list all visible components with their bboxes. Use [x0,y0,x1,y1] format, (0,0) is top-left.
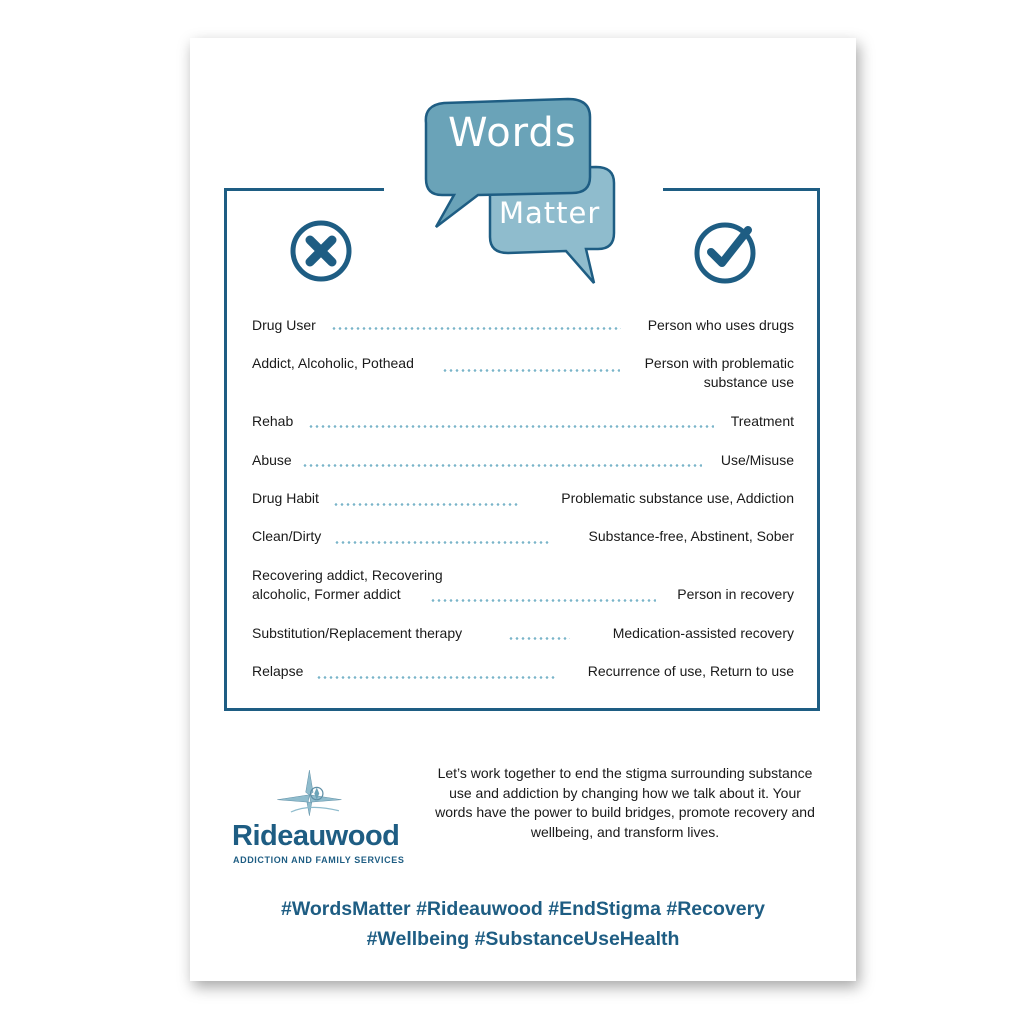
term-row [252,354,794,394]
term-avoid: Relapse [252,663,304,679]
dotted-leader [333,503,519,506]
call-to-action-message: Let’s work together to end the stigma surrounding substance use and addiction by changing how we talk about it. Your words have the power to build bridges, promote recovery and wellbeing, and transform lives. [435,765,815,840]
term-avoid: Abuse [252,452,292,468]
term-avoid-line2: alcoholic, Former addict [252,586,401,602]
term-avoid-line1: Recovering addict, Recovering [252,567,443,583]
dotted-leader [508,637,570,640]
dotted-leader [331,327,621,330]
dotted-leader [430,599,656,602]
dotted-leader [334,541,550,544]
frame-top-right-line [663,188,820,191]
term-use: Problematic substance use, Addiction [561,490,794,506]
term-avoid: Drug User [252,317,316,333]
term-use: Medication-assisted recovery [612,625,794,641]
term-use: Person who uses drugs [647,317,794,333]
poster [190,38,856,981]
term-use: Person in recovery [677,586,794,602]
hashtags-line2: #Wellbeing #SubstanceUseHealth [366,928,680,950]
term-avoid: Drug Habit [252,490,319,506]
dotted-leader [316,676,556,679]
title-matter: Matter [499,196,601,230]
x-circle-icon [288,218,354,284]
dotted-leader [442,369,620,372]
check-circle-icon [692,218,758,284]
title-words: Words [448,110,577,156]
term-use: Use/Misuse [720,452,794,468]
dotted-leader [308,425,714,428]
term-use-line1: Person with problematic [644,355,794,371]
term-avoid: Substitution/Replacement therapy [252,625,463,641]
term-use: Recurrence of use, Return to use [587,663,794,679]
term-use: Treatment [730,413,794,429]
hashtags-line1: #WordsMatter #Rideauwood #EndStigma #Recovery [280,898,765,920]
hashtags [210,894,836,954]
term-avoid: Addict, Alcoholic, Pothead [252,355,414,371]
term-avoid: Rehab [252,413,294,429]
term-avoid: Clean/Dirty [252,528,322,544]
term-use-line2: substance use [703,374,794,390]
term-use: Substance-free, Abstinent, Sober [588,528,794,544]
logo-name: Rideauwood [232,820,400,852]
frame-top-left-line [224,188,384,191]
logo-subtitle: ADDICTION AND FAMILY SERVICES [233,855,405,865]
dotted-leader [302,464,702,467]
